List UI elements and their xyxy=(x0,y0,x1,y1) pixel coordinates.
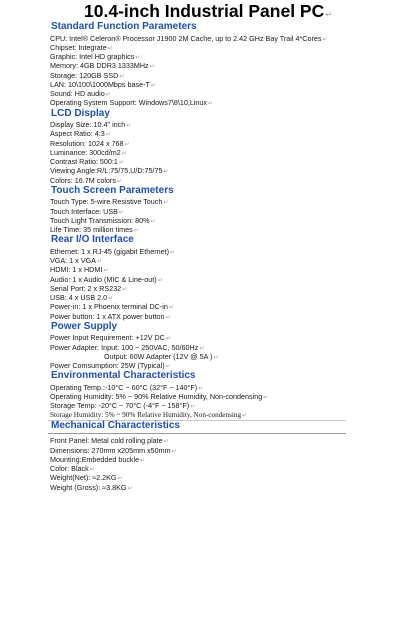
paragraph-mark-icon: ↵ xyxy=(163,439,169,446)
paragraph-mark-icon: ↵ xyxy=(322,36,328,43)
paragraph-mark-icon: ↵ xyxy=(163,200,169,207)
paragraph-mark-icon: ↵ xyxy=(122,286,128,293)
paragraph-mark-icon: ↵ xyxy=(135,55,141,61)
spec-text: Power button: 1 x ATX power button xyxy=(50,311,165,321)
heading-rear-io: Rear I/O Interface xyxy=(51,234,134,246)
spec-text: Power Input Requirement: +12V DC xyxy=(50,333,165,343)
paragraph-mark-icon: ↵ xyxy=(171,448,177,455)
spec-text: Storage Temp: -20°C ~ 70°C (-4°F ~ 158°F) xyxy=(50,401,190,411)
spec-text: Power Comsumption: 25W (Typical) xyxy=(50,361,165,370)
spec-text: Storage Humidity: 5% ~ 90% Relative Humidity, Non-condensing xyxy=(50,410,242,419)
spec-text: Weight(Net): ≈2.2KG xyxy=(50,473,117,483)
spec-text: Audio: 1 x Audio (MIC & Line-out) xyxy=(50,274,157,284)
paragraph-mark-icon: ↵ xyxy=(163,169,169,176)
spec-text: Sound: HD audio xyxy=(50,89,105,98)
paragraph-mark-icon: ↵ xyxy=(149,64,155,71)
heading-standard: Standard Function Parameters xyxy=(51,21,197,32)
paragraph-mark-icon: ↵ xyxy=(165,314,171,321)
paragraph-mark-icon: ↵ xyxy=(133,228,139,234)
spec-text: HDMI: 1 x HDMI xyxy=(50,265,103,275)
heading-touch: Touch Screen Parameters xyxy=(51,184,174,196)
spec-text: Front Panel: Metal cold rolling plate xyxy=(50,436,163,446)
paragraph-mark-icon: ↵ xyxy=(165,364,171,370)
spec-text: Luminance: 300cd/m2 xyxy=(50,147,121,157)
section-divider xyxy=(48,433,346,434)
spec-text: LAN: 10\100\1000Mbps base-T xyxy=(50,79,150,89)
paragraph-mark-icon: ↵ xyxy=(116,178,122,185)
paragraph-mark-icon: ↵ xyxy=(118,209,124,216)
paragraph-mark-icon: ↵ xyxy=(325,10,332,19)
paragraph-mark-icon: ↵ xyxy=(118,160,124,166)
spec-text: Viewing Angle:R/L:75/75,U/D:75/75 xyxy=(50,166,163,176)
paragraph-mark-icon: ↵ xyxy=(198,385,204,392)
spec-text: USB: 4 x USB 2.0 xyxy=(50,293,108,302)
paragraph-mark-icon: ↵ xyxy=(263,395,269,401)
paragraph-mark-icon: ↵ xyxy=(124,141,130,148)
paragraph-mark-icon: ↵ xyxy=(165,336,171,343)
spec-text: Memory: 4GB DDR3 1333MHz xyxy=(50,61,149,71)
heading-lcd: LCD Display xyxy=(51,107,110,119)
paragraph-mark-icon: ↵ xyxy=(117,476,123,483)
paragraph-mark-icon: ↵ xyxy=(96,259,102,265)
paragraph-mark-icon: ↵ xyxy=(126,123,132,129)
paragraph-mark-icon: ↵ xyxy=(168,305,174,312)
paragraph-mark-icon: ↵ xyxy=(121,150,127,157)
paragraph-mark-icon: ↵ xyxy=(140,457,146,464)
spec-text: Weight (Gross): ≈3.8KG xyxy=(50,482,127,492)
paragraph-mark-icon: ↵ xyxy=(89,467,95,473)
spec-text: Power Adapter: Input: 100 ~ 250VAC, 50/60Hz xyxy=(50,342,199,352)
paragraph-mark-icon: ↵ xyxy=(199,345,205,352)
paragraph-mark-icon: ↵ xyxy=(108,296,114,302)
spec-line-mech-5 xyxy=(50,483,133,494)
paragraph-mark-icon: ↵ xyxy=(208,101,214,108)
paragraph-mark-icon: ↵ xyxy=(213,354,219,361)
spec-text: Chipset: Integrate xyxy=(50,42,107,52)
spec-text: VGA: 1 x VGA xyxy=(50,256,96,265)
paragraph-mark-icon: ↵ xyxy=(119,73,125,80)
paragraph-mark-icon: ↵ xyxy=(107,45,113,52)
spec-text: Aspect Ratio: 4:3 xyxy=(50,129,105,139)
paragraph-mark-icon: ↵ xyxy=(190,404,196,411)
spec-text: Display Size: 10.4" inch xyxy=(50,120,126,129)
spec-text: Operating System Support: Windows7\8\10,Linux xyxy=(50,98,208,108)
paragraph-mark-icon: ↵ xyxy=(103,268,109,275)
spec-text: Power-in: 1 x Phoenix terminal DC-in xyxy=(50,302,168,312)
paragraph-mark-icon: ↵ xyxy=(105,132,111,139)
spec-text: Dimensions: 270mm x205mm x50mm xyxy=(50,445,171,455)
spec-text: CPU: Intel® Celeron® Processor J1900 2M Cache, up to 2.42 GHz Bay Trail 4*Cores xyxy=(50,33,322,43)
paragraph-mark-icon: ↵ xyxy=(170,249,176,256)
spec-text: Output: 60W Adapter (12V @ 5A ) xyxy=(104,351,213,361)
title-text: 10.4-inch Industrial Panel PC xyxy=(84,1,325,21)
spec-text: Resolution: 1024 x 768 xyxy=(50,138,124,148)
paragraph-mark-icon: ↵ xyxy=(157,277,163,284)
heading-power: Power Supply xyxy=(51,320,118,332)
spec-text: Colors: 16.7M colors xyxy=(50,175,116,185)
spec-text: Ethernet: 1 x RJ-45 (gigabit Ethernet) xyxy=(50,246,170,256)
paragraph-mark-icon: ↵ xyxy=(127,485,133,492)
spec-text: Contrast Ratio: 500:1 xyxy=(50,157,118,166)
spec-text: Operating Temp.:-10°C ~ 60°C (32°F ~ 140°F) xyxy=(50,382,198,392)
paragraph-mark-icon: ↵ xyxy=(150,218,156,225)
spec-text: Touch Light Transmission: 80% xyxy=(50,215,150,225)
spec-text: Operating Humidity: 5% ~ 90% Relative Humidity, Non-condensing xyxy=(50,392,263,401)
spec-text: Serial Port: 2 x RS232 xyxy=(50,283,122,293)
spec-text: Touch Type: 5-wire Resistive Touch xyxy=(50,197,163,207)
spec-text: Life Time: 35 million times xyxy=(50,225,133,234)
spec-text: Storage: 120GB SSD xyxy=(50,70,119,80)
heading-mech: Mechanical Characteristics xyxy=(51,419,180,431)
spec-text: Mounting:Embedded buckle xyxy=(50,454,140,464)
spec-text: Color: Black xyxy=(50,464,89,473)
spec-text: Touch Interface: USB xyxy=(50,206,118,216)
paragraph-mark-icon: ↵ xyxy=(150,82,156,89)
heading-env: Environmental Characteristics xyxy=(51,370,196,382)
spec-text: Graphic: Intel HD graphics xyxy=(50,52,135,61)
paragraph-mark-icon: ↵ xyxy=(105,92,111,98)
paragraph-mark-icon: ↵ xyxy=(242,412,248,419)
